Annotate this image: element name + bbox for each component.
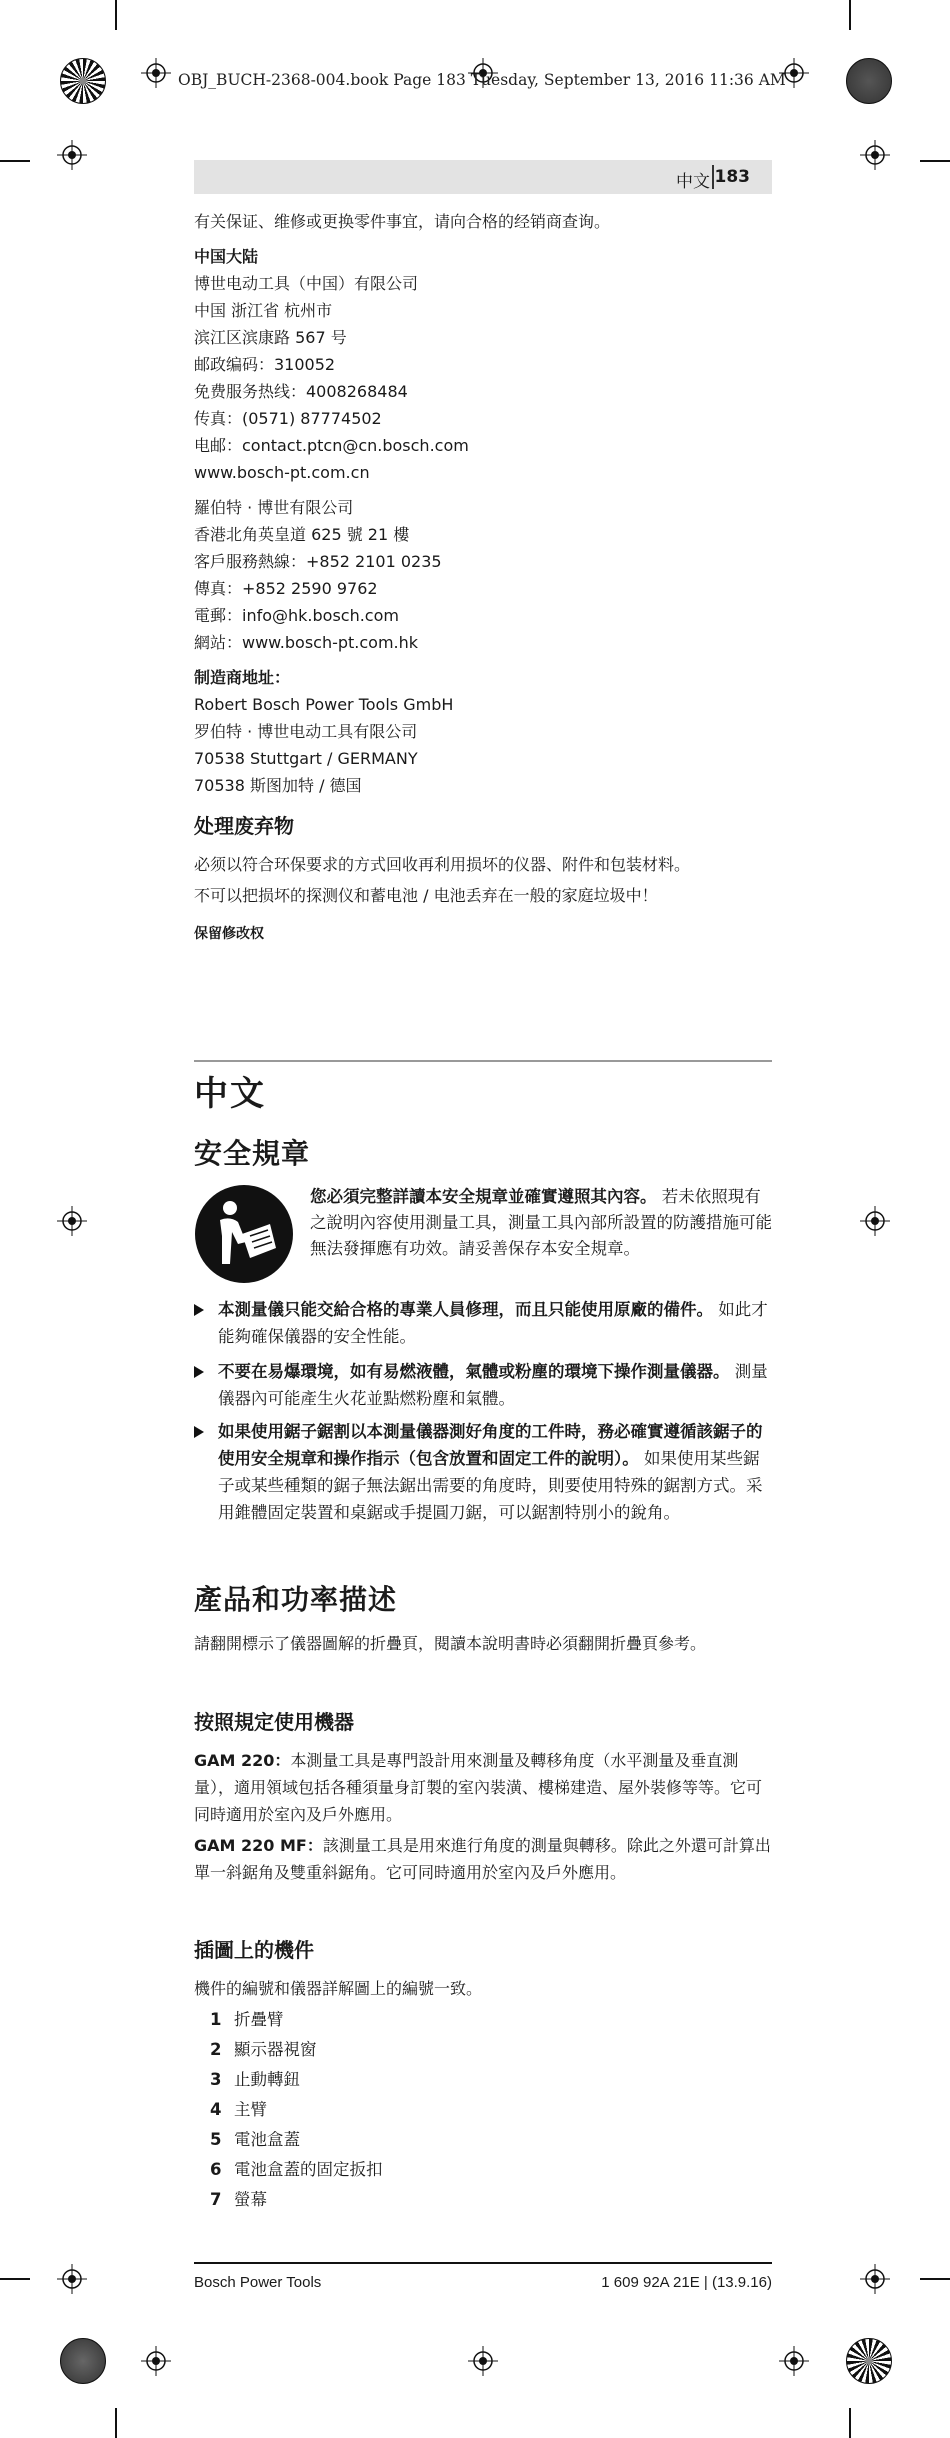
safety-bullet xyxy=(194,1418,772,1526)
bullet-bold: 如果使用鋸子鋸割以本測量儀器測好角度的工件時，務必確實遵循該鋸子的使用安全規章和操作指示（包含放置和固定工件的說明）。 xyxy=(218,1422,763,1468)
mainland-line: 中国 浙江省 杭州市 xyxy=(194,301,333,320)
component-number: 4 xyxy=(210,2100,222,2119)
component-item xyxy=(210,2066,300,2096)
gam220mf-label: GAM 220 MF： xyxy=(194,1836,323,1855)
intended-use-block xyxy=(194,1706,772,1886)
component-number: 5 xyxy=(210,2130,222,2149)
registration-mark-right-3 xyxy=(860,2264,890,2294)
hk-line: 香港北角英皇道 625 號 21 樓 xyxy=(194,525,410,544)
mainland-line: 电邮：contact.ptcn@cn.bosch.com xyxy=(194,436,469,455)
component-label: 螢幕 xyxy=(234,2190,267,2209)
gam220mf-text: 該測量工具是用來進行角度的測量與轉移。除此之外還可計算出單一斜鋸角及雙重斜鋸角。它可同時適用於室內及戶外應用。 xyxy=(194,1836,771,1882)
color-wheel-top-right xyxy=(846,58,892,104)
product-block xyxy=(194,1578,772,1657)
component-number: 1 xyxy=(210,2010,222,2029)
component-number: 3 xyxy=(210,2070,222,2089)
registration-mark-bottom-left xyxy=(141,2346,171,2376)
crop-mark-right-top-h xyxy=(920,160,950,162)
warning-text: 若未依照現有之說明內容使用測量工具，測量工具內部所設置的防護措施可能無法發揮應有功效。請妥善保存本安全規章。 xyxy=(310,1187,772,1258)
bullet-text: 測量儀器內可能產生火花並點燃粉塵和氣體。 xyxy=(218,1362,768,1408)
bullet-triangle-icon xyxy=(194,1426,204,1438)
disposal-heading: 处理废弃物 xyxy=(194,814,294,838)
mainland-heading: 中国大陆 xyxy=(194,247,259,266)
page-footer xyxy=(194,2262,772,2291)
component-number: 2 xyxy=(210,2040,222,2059)
component-number: 6 xyxy=(210,2160,222,2179)
mainland-line: 滨江区滨康路 567 号 xyxy=(194,328,347,347)
bullet-bold: 不要在易爆環境，如有易燃液體，氣體或粉塵的環境下操作測量儀器。 xyxy=(218,1362,730,1381)
disposal-para-1: 必须以符合环保要求的方式回收再利用损坏的仪器、附件和包装材料。 xyxy=(194,855,691,874)
footer-doc-number: 1 609 92A 21E | (13.9.16) xyxy=(601,2274,772,2291)
hk-line: 客戶服務熱線：+852 2101 0235 xyxy=(194,552,442,571)
component-number: 7 xyxy=(210,2190,222,2209)
registration-mark-left-2 xyxy=(57,1206,87,1236)
bullet-text: 如果使用某些鋸子或某些種類的鋸子無法鋸出需要的角度時，則要使用特殊的鋸割方式。采用錐體固定裝置和桌鋸或手提圓刀鋸，可以鋸割特別小的銳角。 xyxy=(218,1449,763,1522)
crop-mark-top-right-v xyxy=(849,0,851,30)
component-item xyxy=(210,2006,284,2036)
color-wheel-bottom-left xyxy=(60,2338,106,2384)
warning-bold: 您必須完整詳讀本安全規章並確實遵照其內容。 xyxy=(310,1187,657,1206)
component-label: 折疊臂 xyxy=(234,2010,284,2029)
reserved-note: 保留修改权 xyxy=(194,926,264,942)
crop-mark-bottom-left-v xyxy=(115,2408,117,2438)
mainland-line: 传真：(0571) 87774502 xyxy=(194,409,382,428)
registration-mark-top-left xyxy=(141,58,171,88)
hk-line: 網站：www.bosch-pt.com.hk xyxy=(194,633,419,652)
registration-mark-right-1 xyxy=(860,140,890,170)
registration-mark-bottom-right xyxy=(779,2346,809,2376)
component-item xyxy=(210,2186,267,2216)
read-manual-icon xyxy=(194,1184,294,1284)
section-title: 中文 xyxy=(194,1074,266,1114)
component-label: 主臂 xyxy=(234,2100,267,2119)
mainland-line: 免费服务热线：4008268484 xyxy=(194,382,408,401)
safety-heading: 安全規章 xyxy=(194,1137,311,1170)
page-number: 183 xyxy=(714,167,750,187)
color-wheel-top-left xyxy=(60,58,106,104)
safety-heading-block xyxy=(194,1132,772,1172)
safety-warning xyxy=(310,1184,772,1262)
disposal-block xyxy=(194,810,772,943)
crop-mark-right-bottom-h xyxy=(920,2278,950,2280)
section-divider xyxy=(194,1060,772,1062)
gam220-text: 本測量工具是專門設計用來測量及轉移角度（水平測量及垂直測量），適用領域包括各種須量身訂製的室內裝潢、樓梯建造、屋外裝修等等。它可同時適用於室內及戶外應用。 xyxy=(194,1751,763,1824)
manufacturer-heading: 制造商地址： xyxy=(194,668,291,687)
mainland-line: 邮政编码：310052 xyxy=(194,355,336,374)
bullet-text: 如此才能夠確保儀器的安全性能。 xyxy=(218,1300,768,1346)
component-item xyxy=(210,2096,267,2126)
bullet-bold: 本測量儀只能交給合格的專業人員修理，而且只能使用原廠的備件。 xyxy=(218,1300,713,1319)
component-item xyxy=(210,2126,300,2156)
gam220mf-para xyxy=(194,1832,772,1886)
file-header: OBJ_BUCH-2368-004.book Page 183 Tuesday, September 13, 2016 11:36 AM xyxy=(178,71,786,89)
hk-line: 傳真：+852 2590 9762 xyxy=(194,579,378,598)
safety-bullet xyxy=(194,1296,772,1350)
registration-mark-left-1 xyxy=(57,140,87,170)
manufacturer-line: 70538 Stuttgart / GERMANY xyxy=(194,749,418,768)
components-block xyxy=(194,1934,772,2002)
component-label: 電池盒蓋的固定扳扣 xyxy=(234,2160,383,2179)
hk-line: 電郵：info@hk.bosch.com xyxy=(194,606,399,625)
components-intro: 機件的編號和儀器詳解圖上的編號一致。 xyxy=(194,1979,483,1998)
crop-mark-top-left-v xyxy=(115,0,117,30)
chinese-title-block xyxy=(194,1066,772,1115)
registration-mark-left-3 xyxy=(57,2264,87,2294)
product-heading: 產品和功率描述 xyxy=(194,1583,398,1616)
disposal-para-2: 不可以把损坏的探测仪和蓄电池 / 电池丢弃在一般的家庭垃圾中！ xyxy=(194,886,658,905)
page-header-label: 中文 xyxy=(676,172,710,192)
mainland-line: www.bosch-pt.com.cn xyxy=(194,463,370,482)
hk-line: 羅伯特 · 博世有限公司 xyxy=(194,498,354,517)
mainland-line: 博世电动工具（中国）有限公司 xyxy=(194,274,419,293)
crop-mark-bottom-right-v xyxy=(849,2408,851,2438)
footer-brand: Bosch Power Tools xyxy=(194,2274,322,2291)
bullet-triangle-icon xyxy=(194,1304,204,1316)
manufacturer-line: 罗伯特 · 博世电动工具有限公司 xyxy=(194,722,418,741)
manufacturer-line: Robert Bosch Power Tools GmbH xyxy=(194,695,454,714)
registration-mark-bottom-center xyxy=(468,2346,498,2376)
page-header-bar xyxy=(194,160,772,194)
component-item xyxy=(210,2036,317,2066)
service-block xyxy=(194,208,772,799)
registration-mark-right-2 xyxy=(860,1206,890,1236)
components-heading: 插圖上的機件 xyxy=(194,1938,314,1962)
component-label: 顯示器視窗 xyxy=(234,2040,317,2059)
component-label: 止動轉鈕 xyxy=(234,2070,300,2089)
product-intro: 請翻開標示了儀器圖解的折疊頁，閱讀本說明書時必須翻開折疊頁參考。 xyxy=(194,1634,707,1653)
gam220-para xyxy=(194,1747,772,1828)
component-label: 電池盒蓋 xyxy=(234,2130,300,2149)
safety-bullet xyxy=(194,1358,772,1412)
crop-mark-left-bottom-h xyxy=(0,2278,30,2280)
bullet-triangle-icon xyxy=(194,1366,204,1378)
color-wheel-bottom-right xyxy=(846,2338,892,2384)
intended-use-heading: 按照規定使用機器 xyxy=(194,1710,354,1734)
service-intro: 有关保证、维修或更换零件事宜，请向合格的经销商查询。 xyxy=(194,212,611,231)
crop-mark-left-top-h xyxy=(0,160,30,162)
gam220-label: GAM 220： xyxy=(194,1751,291,1770)
component-item xyxy=(210,2156,383,2186)
manufacturer-line: 70538 斯图加特 / 德国 xyxy=(194,776,362,795)
